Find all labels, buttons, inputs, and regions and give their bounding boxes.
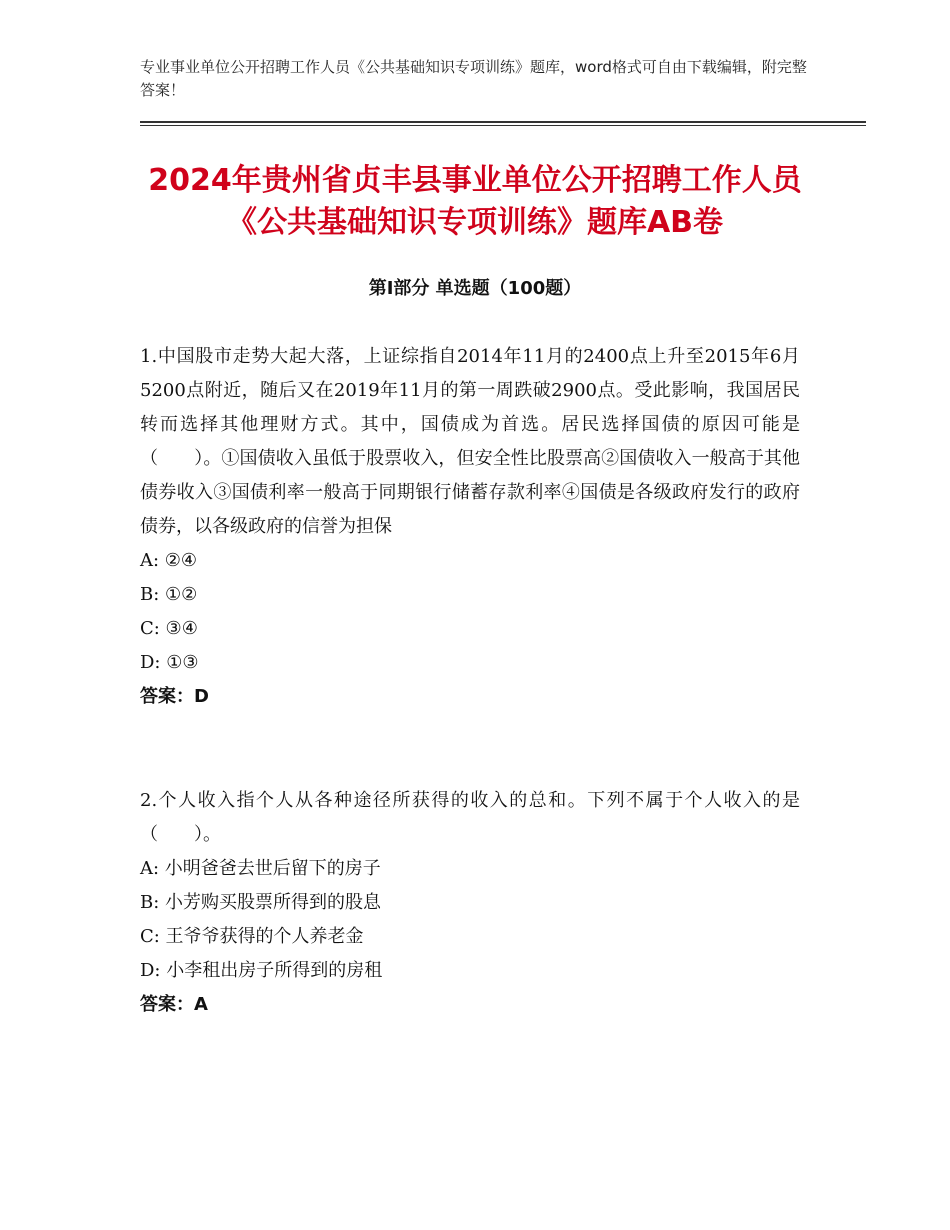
answer: 答案：A <box>140 994 208 1015</box>
question-1 <box>140 340 800 714</box>
document-title: 2024年贵州省贞丰县事业单位公开招聘工作人员《公共基础知识专项训练》题库AB卷 <box>148 163 802 240</box>
option-b: B: 小芳购买股票所得到的股息 <box>140 892 382 913</box>
answer: 答案：D <box>140 686 209 707</box>
question-stem: 1.中国股市走势大起大落，上证综指自2014年11月的2400点上升至2015年6月5200点附近，随后又在2019年11月的第一周跌破2900点。受此影响，我国居民转而选择其他理财方式。其中，国债成为首选。居民选择国债的原因可能是（ ）。①国债收入虽低于股票收入，但安全性比股票高②国债收入一般高于其他债券收入③国债利率一般高于同期银行储蓄存款利率④国债是各级政府发行的政府债券，以各级政府的信誉为担保 <box>140 346 800 537</box>
option-c: C: 王爷爷获得的个人养老金 <box>140 926 364 947</box>
option-a: A: 小明爸爸去世后留下的房子 <box>140 858 381 879</box>
header-note: 专业事业单位公开招聘工作人员《公共基础知识专项训练》题库，word格式可自由下载编辑，附完整答案！ <box>140 58 807 99</box>
option-c: C: ③④ <box>140 618 198 639</box>
section-title: 第Ⅰ部分 单选题（100题） <box>368 278 582 299</box>
question-2 <box>140 784 800 1022</box>
option-d: D: 小李租出房子所得到的房租 <box>140 960 383 981</box>
header-divider-thin <box>140 125 866 126</box>
option-d: D: ①③ <box>140 652 199 673</box>
option-a: A: ②④ <box>140 550 198 571</box>
question-stem: 2.个人收入指个人从各种途径所获得的收入的总和。下列不属于个人收入的是（ ）。 <box>140 790 800 845</box>
header-divider-thick <box>140 121 866 123</box>
option-b: B: ①② <box>140 584 198 605</box>
